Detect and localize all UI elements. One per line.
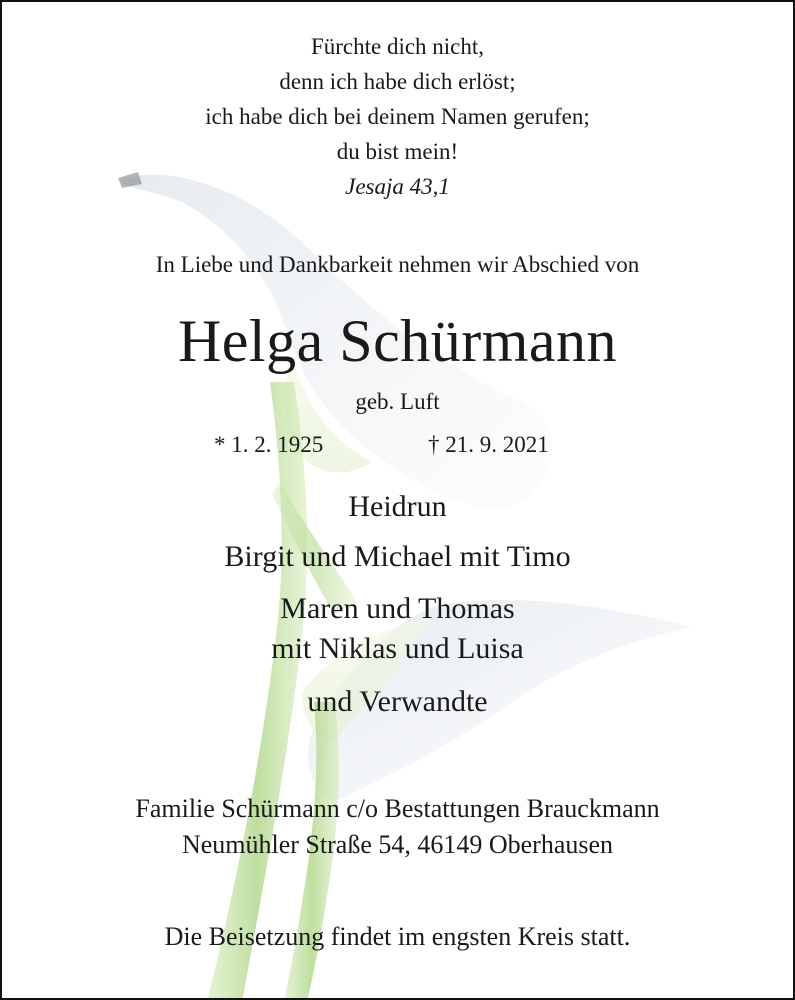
maiden-name: geb. Luft	[355, 389, 440, 414]
life-dates	[2, 432, 793, 462]
birth-date: * 1. 2. 1925	[214, 432, 324, 457]
obituary-text	[2, 2, 793, 998]
death-date: † 21. 9. 2021	[428, 432, 549, 457]
mourner-line: mit Niklas und Luisa	[271, 632, 524, 665]
verse-line: du bist mein!	[336, 139, 459, 164]
mourner-line: Maren und Thomas	[280, 592, 515, 625]
contact-line: Neumühler Straße 54, 46149 Oberhausen	[181, 830, 614, 859]
burial-notice: Die Beisetzung findet im engsten Kreis statt.	[164, 922, 631, 951]
mourner-line: Birgit und Michael mit Timo	[224, 540, 571, 573]
verse-line: Fürchte dich nicht,	[310, 34, 485, 59]
verse-line: denn ich habe dich erlöst;	[279, 69, 516, 94]
mourner-line: und Verwandte	[307, 685, 488, 718]
mourner-line: Heidrun	[348, 490, 447, 523]
verse-line: ich habe dich bei deinem Namen gerufen;	[205, 104, 590, 129]
contact-line: Familie Schürmann c/o Bestattungen Brauckmann	[135, 794, 660, 823]
farewell-intro: In Liebe und Dankbarkeit nehmen wir Abschied von	[155, 252, 640, 277]
verse-reference: Jesaja 43,1	[345, 174, 450, 199]
deceased-name: Helga Schürmann	[177, 308, 618, 374]
